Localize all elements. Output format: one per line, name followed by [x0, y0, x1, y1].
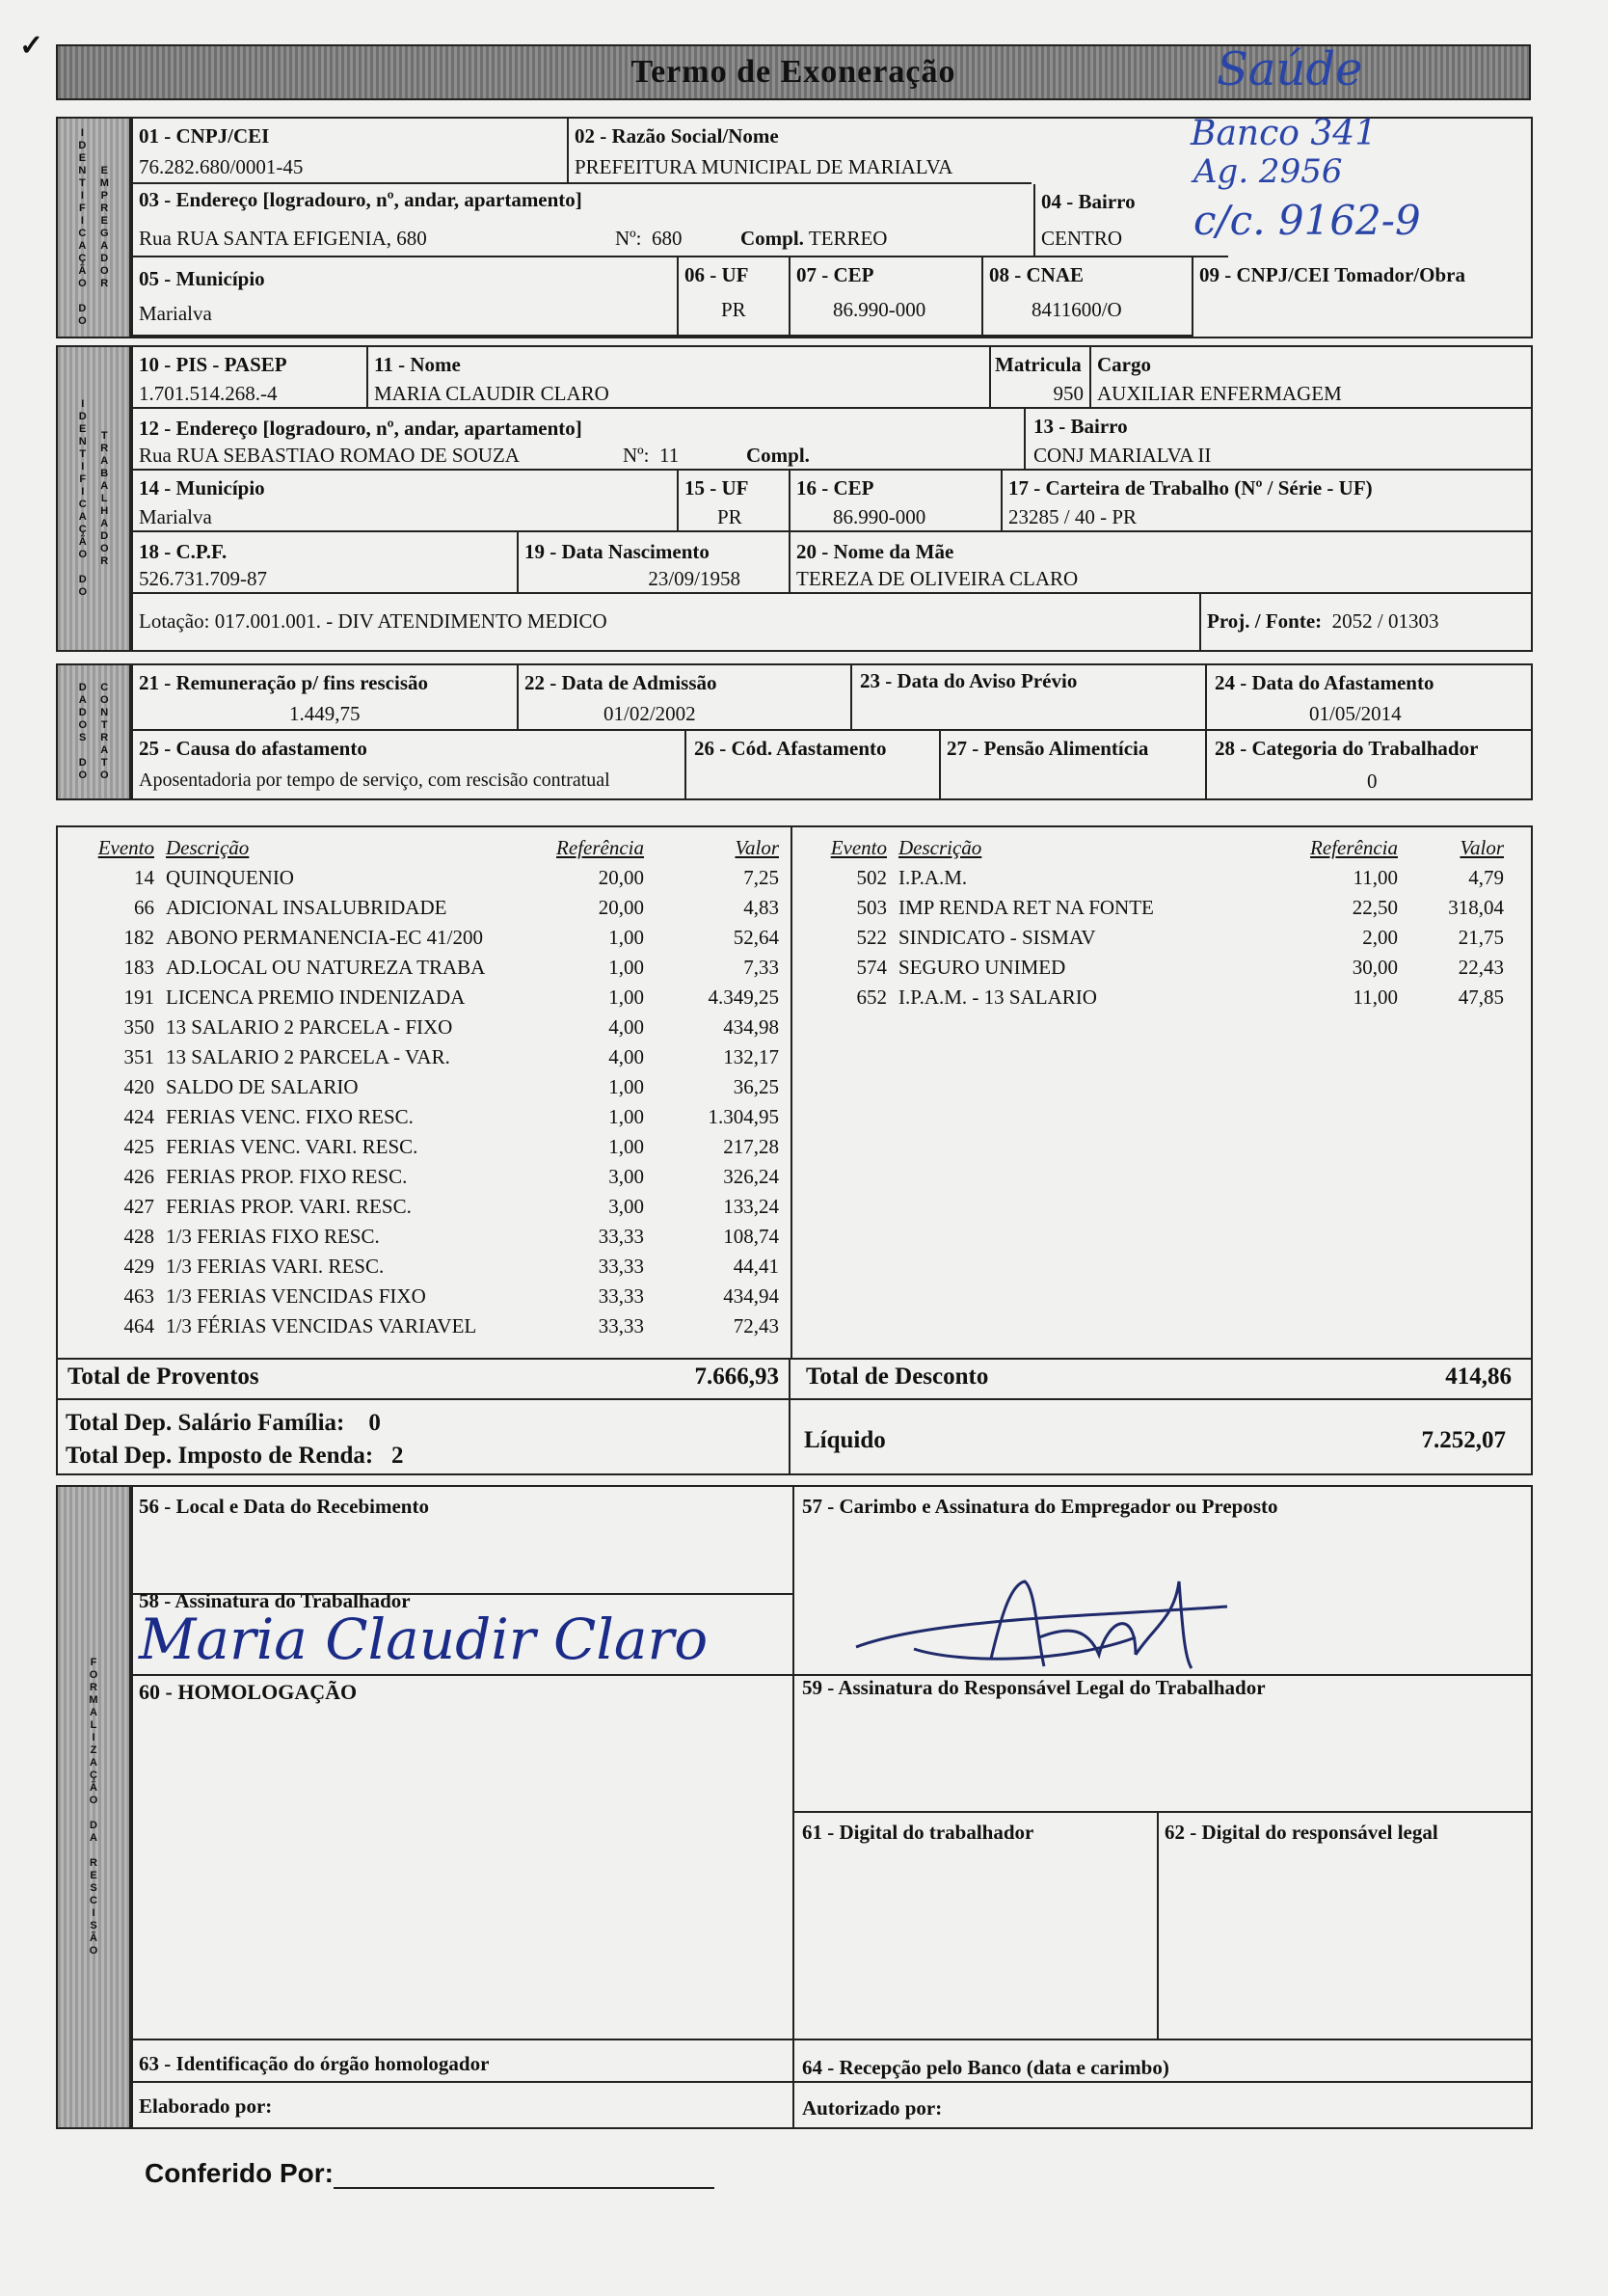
liquido-value: 7.252,07 — [1421, 1427, 1506, 1453]
table-row — [96, 983, 779, 1013]
conferido-por: Conferido Por: — [145, 2158, 334, 2188]
event-desc: 13 SALARIO 2 PARCELA - VAR. — [166, 1045, 450, 1068]
event-desc: LICENCA PREMIO INDENIZADA — [166, 986, 466, 1009]
event-valor: 21,75 — [1458, 926, 1504, 949]
field-13: 13 - Bairro CONJ MARIALVA II — [1026, 409, 1531, 471]
event-cod: 427 — [123, 1195, 154, 1218]
field-60: 60 - HOMOLOGAÇÃO — [139, 1680, 358, 1704]
event-valor: 434,98 — [723, 1015, 779, 1039]
events-divider — [791, 827, 792, 1358]
event-ref: 33,33 — [598, 1225, 644, 1248]
worker-section — [131, 345, 1533, 652]
handwritten-agency: Ag. 2956 — [1193, 152, 1343, 191]
total-proventos-label: Total de Proventos — [67, 1364, 259, 1390]
event-cod: 502 — [856, 866, 887, 889]
event-cod: 350 — [123, 1015, 154, 1039]
side-label-worker: I D E N T I F I C A Ç Ã O D O T R A B A L H A D O R — [56, 345, 131, 652]
document-title: Termo de Exoneração — [630, 54, 956, 90]
field-62: 62 - Digital do responsável legal — [1165, 1821, 1438, 1844]
dep-imposto-renda: Total Dep. Imposto de Renda: 2 — [66, 1443, 404, 1469]
event-desc: SEGURO UNIMED — [898, 956, 1066, 979]
event-valor: 133,24 — [723, 1195, 779, 1218]
table-row — [96, 1042, 779, 1072]
event-desc: AD.LOCAL OU NATUREZA TRABA — [166, 956, 486, 979]
event-cod: 426 — [123, 1165, 154, 1188]
event-cod: 425 — [123, 1135, 154, 1158]
event-cod: 429 — [123, 1255, 154, 1278]
event-valor: 4,79 — [1468, 866, 1504, 889]
table-row — [829, 863, 1504, 893]
event-valor: 1.304,95 — [708, 1105, 779, 1128]
side-label-employer: I D E N T I F I C A Ç Ã O D O E M P R E G A D O R — [56, 117, 131, 338]
event-valor: 44,41 — [733, 1255, 779, 1278]
event-valor: 7,25 — [743, 866, 779, 889]
event-desc: ADICIONAL INSALUBRIDADE — [166, 896, 447, 919]
field-15: 15 - UF PR — [679, 471, 791, 532]
event-valor: 318,04 — [1448, 896, 1504, 919]
field-16: 16 - CEP 86.990-000 — [791, 471, 1003, 532]
formalizacao-section — [131, 1485, 1533, 2129]
descontos-table: Evento Descrição Referência Valor 502 I.P.A.M. 11,00 4,79 503 IMP RENDA RET NA FONTE 22,50 318,04 522 SINDICATO - SISMAV 2,00 21,75 574 SEGURO UNIMED 30,00 22,43 652 I.P.A.M. - 13 SALARIO 11,00 47,85 — [829, 833, 1504, 1013]
event-ref: 1,00 — [608, 1135, 644, 1158]
table-row — [829, 923, 1504, 953]
event-desc: 1/3 FERIAS FIXO RESC. — [166, 1225, 380, 1248]
field-63: 63 - Identificação do órgão homologador — [139, 2052, 490, 2075]
table-row — [96, 1222, 779, 1252]
field-22: 22 - Data de Admissão 01/02/2002 — [519, 665, 852, 731]
event-cod: 464 — [123, 1314, 154, 1337]
event-cod: 66 — [134, 896, 154, 919]
event-ref: 30,00 — [1352, 956, 1398, 979]
handwritten-bank: Banco 341 — [1191, 114, 1378, 153]
field-matricula: Matricula 950 — [991, 347, 1091, 409]
event-valor: 4,83 — [743, 896, 779, 919]
field-19: 19 - Data Nascimento 23/09/1958 — [519, 532, 791, 594]
table-row — [96, 863, 779, 893]
field-08: 08 - CNAE 8411600/O — [983, 257, 1193, 337]
field-14: 14 - Município Marialva — [133, 471, 679, 532]
event-valor: 72,43 — [733, 1314, 779, 1337]
field-06: 06 - UF PR — [679, 257, 791, 337]
elaborado-por: Elaborado por: — [139, 2094, 273, 2118]
event-ref: 1,00 — [608, 986, 644, 1009]
event-desc: QUINQUENIO — [166, 866, 294, 889]
proventos-table: Evento Descrição Referência Valor 14 QUINQUENIO 20,00 7,25 66 ADICIONAL INSALUBRIDADE 20,00 4,83 182 ABONO PERMANENCIA-EC 41/200 1,00 52,64 183 AD.LOCAL OU NATUREZA TRABA 1,00 7,33 191 LICENCA PREMIO INDENIZADA 1,00 4.349,25 350 13 SALARIO 2 PARCELA - FIXO 4,00 434,98 351 13 SALARIO 2 PARCELA - VAR. 4,00 132,17 420 SALDO DE SALARIO 1,00 36,25 424 FERIAS VENC. FIXO RESC. 1,00 1.304,95 425 FERIAS VENC. VARI. RESC. 1,00 217,28 426 FERIAS PROP. FIXO RESC. 3,00 326,24 427 FERIAS PROP. VARI. RESC. 3,00 133,24 428 1/3 FERIAS FIXO RESC. 33,33 108,74 429 1/3 FERIAS VARI. RESC. 33,33 44,41 463 1/3 FERIAS VENCIDAS FIXO 33,33 434,94 464 1/3 FÉRIAS VENCIDAS VARIAVEL 33,33 72,43 — [96, 833, 779, 1341]
event-desc: SALDO DE SALARIO — [166, 1075, 359, 1098]
event-ref: 20,00 — [598, 866, 644, 889]
event-ref: 33,33 — [598, 1284, 644, 1308]
field-24: 24 - Data do Afastamento 01/05/2014 — [1207, 665, 1531, 731]
field-23: 23 - Data do Aviso Prévio — [852, 665, 1207, 731]
event-desc: ABONO PERMANENCIA-EC 41/200 — [166, 926, 484, 949]
event-cod: 14 — [134, 866, 154, 889]
field-17: 17 - Carteira de Trabalho (Nº / Série - UF) 23285 / 40 - PR — [1003, 471, 1531, 532]
event-desc: IMP RENDA RET NA FONTE — [898, 896, 1154, 919]
event-desc: 1/3 FÉRIAS VENCIDAS VARIAVEL — [166, 1314, 477, 1337]
event-cod: 574 — [856, 956, 887, 979]
field-26: 26 - Cód. Afastamento — [686, 731, 941, 798]
event-valor: 22,43 — [1458, 956, 1504, 979]
field-lotacao: Lotação: 017.001.001. - DIV ATENDIMENTO MEDICO — [133, 594, 1201, 650]
field-cargo: Cargo AUXILIAR ENFERMAGEM — [1091, 347, 1531, 409]
field-61: 61 - Digital do trabalhador — [802, 1821, 1034, 1844]
field-10: 10 - PIS - PASEP 1.701.514.268.-4 — [133, 347, 368, 409]
event-cod: 463 — [123, 1284, 154, 1308]
conferido-line — [334, 2187, 714, 2189]
event-cod: 183 — [123, 956, 154, 979]
field-56: 56 - Local e Data do Recebimento — [139, 1495, 429, 1518]
field-05: 05 - Município Marialva — [133, 257, 679, 337]
table-row — [96, 1162, 779, 1192]
table-row — [96, 1013, 779, 1042]
event-valor: 132,17 — [723, 1045, 779, 1068]
field-64: 64 - Recepção pelo Banco (data e carimbo) — [802, 2056, 1169, 2079]
table-row — [96, 1192, 779, 1222]
event-ref: 22,50 — [1352, 896, 1398, 919]
field-11: 11 - Nome MARIA CLAUDIR CLARO — [368, 347, 991, 409]
event-valor: 4.349,25 — [708, 986, 779, 1009]
field-21: 21 - Remuneração p/ fins rescisão 1.449,75 — [133, 665, 519, 731]
table-row — [96, 923, 779, 953]
liquido-label: Líquido — [804, 1427, 886, 1453]
event-valor: 217,28 — [723, 1135, 779, 1158]
table-row — [96, 1132, 779, 1162]
event-ref: 3,00 — [608, 1165, 644, 1188]
field-28: 28 - Categoria do Trabalhador 0 — [1215, 737, 1479, 793]
corner-mark: ✓ — [19, 30, 44, 62]
table-row — [96, 1311, 779, 1341]
event-cod: 424 — [123, 1105, 154, 1128]
event-desc: 1/3 FERIAS VENCIDAS FIXO — [166, 1284, 426, 1308]
event-ref: 2,00 — [1362, 926, 1398, 949]
event-ref: 33,33 — [598, 1314, 644, 1337]
event-valor: 326,24 — [723, 1165, 779, 1188]
event-ref: 20,00 — [598, 896, 644, 919]
event-ref: 1,00 — [608, 1105, 644, 1128]
total-desconto-label: Total de Desconto — [806, 1364, 989, 1390]
field-02: 02 - Razão Social/Nome PREFEITURA MUNICIPAL DE MARIALVA — [569, 119, 1032, 184]
event-cod: 503 — [856, 896, 887, 919]
event-cod: 191 — [123, 986, 154, 1009]
table-row — [829, 953, 1504, 983]
event-ref: 4,00 — [608, 1045, 644, 1068]
event-desc: I.P.A.M. — [898, 866, 968, 889]
table-row — [96, 953, 779, 983]
table-row — [96, 1252, 779, 1282]
field-18: 18 - C.P.F. 526.731.709-87 — [133, 532, 519, 594]
event-ref: 3,00 — [608, 1195, 644, 1218]
event-valor: 47,85 — [1458, 986, 1504, 1009]
total-proventos-value: 7.666,93 — [694, 1364, 779, 1390]
table-row — [829, 983, 1504, 1013]
event-cod: 351 — [123, 1045, 154, 1068]
field-03: 03 - Endereço [logradouro, nº, andar, apartamento] Rua RUA SANTA EFIGENIA, 680 Nº: 680 Compl. TERREO — [133, 184, 1035, 257]
event-valor: 36,25 — [733, 1075, 779, 1098]
field-25: 25 - Causa do afastamento Aposentadoria por tempo de serviço, com rescisão contratual — [133, 731, 686, 798]
worker-signature: Maria Claudir Claro — [139, 1607, 709, 1672]
event-valor: 7,33 — [743, 956, 779, 979]
event-ref: 1,00 — [608, 1075, 644, 1098]
field-04: 04 - Bairro CENTRO — [1035, 184, 1228, 257]
event-valor: 52,64 — [733, 926, 779, 949]
event-desc: 1/3 FERIAS VARI. RESC. — [166, 1255, 385, 1278]
event-ref: 33,33 — [598, 1255, 644, 1278]
table-row — [96, 893, 779, 923]
event-desc: FERIAS VENC. FIXO RESC. — [166, 1105, 414, 1128]
event-desc: FERIAS VENC. VARI. RESC. — [166, 1135, 418, 1158]
field-07: 07 - CEP 86.990-000 — [791, 257, 983, 337]
field-20: 20 - Nome da Mãe TEREZA DE OLIVEIRA CLARO — [791, 532, 1531, 594]
event-ref: 1,00 — [608, 926, 644, 949]
contract-section — [131, 663, 1533, 800]
field-57: 57 - Carimbo e Assinatura do Empregador ou Preposto — [802, 1495, 1278, 1518]
table-row — [96, 1282, 779, 1311]
table-row — [96, 1072, 779, 1102]
field-09: 09 - CNPJ/CEI Tomador/Obra — [1199, 263, 1465, 286]
event-ref: 4,00 — [608, 1015, 644, 1039]
event-ref: 11,00 — [1353, 866, 1398, 889]
event-cod: 522 — [856, 926, 887, 949]
event-desc: FERIAS PROP. FIXO RESC. — [166, 1165, 408, 1188]
table-row — [829, 893, 1504, 923]
field-12: 12 - Endereço [logradouro, nº, andar, apartamento] Rua RUA SEBASTIAO ROMAO DE SOUZA Nº: 11 Compl. — [133, 409, 1026, 471]
event-cod: 428 — [123, 1225, 154, 1248]
event-desc: 13 SALARIO 2 PARCELA - FIXO — [166, 1015, 453, 1039]
events-section — [56, 825, 1533, 1390]
event-valor: 108,74 — [723, 1225, 779, 1248]
event-desc: SINDICATO - SISMAV — [898, 926, 1096, 949]
side-label-contract: D A D O S D O C O N T R A T O — [56, 663, 131, 800]
employer-signature — [846, 1580, 1242, 1686]
table-row — [96, 1102, 779, 1132]
field-27: 27 - Pensão Alimentícia — [941, 731, 1207, 798]
event-cod: 420 — [123, 1075, 154, 1098]
event-desc: I.P.A.M. - 13 SALARIO — [898, 986, 1097, 1009]
event-valor: 434,94 — [723, 1284, 779, 1308]
total-desconto-value: 414,86 — [1445, 1364, 1512, 1390]
event-ref: 11,00 — [1353, 986, 1398, 1009]
field-59: 59 - Assinatura do Responsável Legal do Trabalhador — [802, 1676, 1266, 1699]
autorizado-por: Autorizado por: — [802, 2096, 943, 2120]
event-cod: 182 — [123, 926, 154, 949]
event-desc: FERIAS PROP. VARI. RESC. — [166, 1195, 412, 1218]
handwritten-top-note: Saúde — [1217, 42, 1363, 96]
side-label-formalizacao: F O R M A L I Z A Ç Ã O D A R E S C I S Ã O — [56, 1485, 131, 2129]
field-58: 58 - Assinatura do Trabalhador — [139, 1589, 411, 1612]
field-01: 01 - CNPJ/CEI 76.282.680/0001-45 — [133, 119, 569, 184]
event-cod: 652 — [856, 986, 887, 1009]
handwritten-account: c/c. 9162-9 — [1193, 197, 1421, 244]
dep-salario-familia: Total Dep. Salário Família: 0 — [66, 1410, 381, 1436]
field-proj-fonte: Proj. / Fonte: 2052 / 01303 — [1207, 609, 1439, 633]
event-ref: 1,00 — [608, 956, 644, 979]
